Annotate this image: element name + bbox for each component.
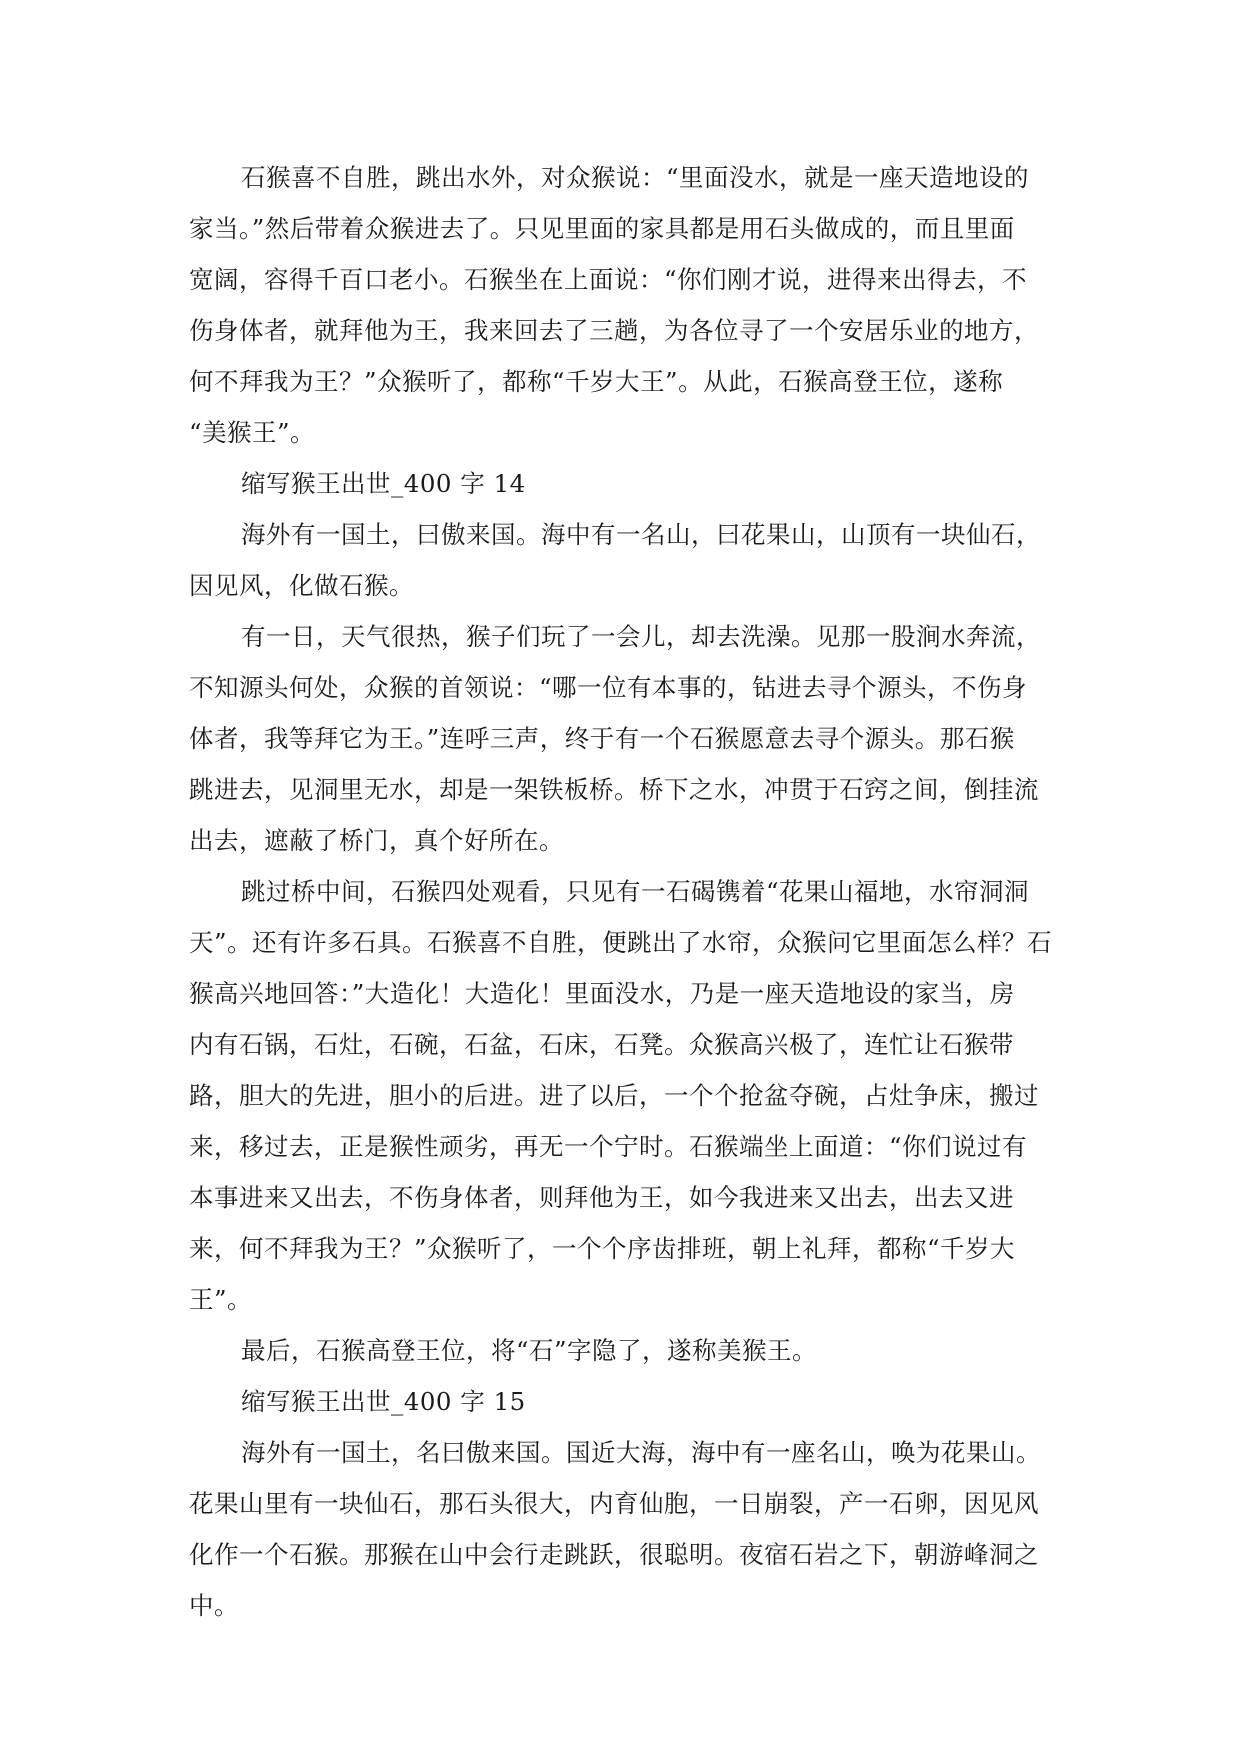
paragraph	[189, 1325, 1051, 1376]
text-line: 猴高兴地回答：”大造化！大造化！里面没水，乃是一座天造地设的家当，房	[189, 979, 1015, 1008]
text-line: 海外有一国土，曰傲来国。海中有一名山，曰花果山，山顶有一块仙石，	[241, 520, 1041, 549]
paragraph	[189, 866, 1051, 1325]
text-line: 跳进去，见洞里无水，却是一架铁板桥。桥下之水，冲贯于石窍之间，倒挂流	[189, 775, 1039, 804]
document-body	[189, 152, 1051, 1631]
text-line: 本事进来又出去，不伤身体者，则拜他为王，如今我进来又出去，出去又进	[189, 1183, 1014, 1212]
text-line: 中。	[189, 1591, 239, 1620]
text-line: 因见风，化做石猴。	[189, 571, 414, 600]
paragraph	[189, 1427, 1051, 1631]
heading-text: 缩写猴王出世_400 字 15	[241, 1387, 526, 1416]
text-line: 来，移过去，正是猴性顽劣，再无一个宁时。石猴端坐上面道：“你们说过有	[189, 1132, 1028, 1161]
text-line: 花果山里有一块仙石，那石头很大，内育仙胞，一日崩裂，产一石卵，因见风	[189, 1489, 1039, 1518]
text-line: 体者，我等拜它为王。”连呼三声，终于有一个石猴愿意去寻个源头。那石猴	[189, 724, 1015, 753]
text-line: 来，何不拜我为王？”众猴听了，一个个序齿排班，朝上礼拜，都称“千岁大	[189, 1234, 1016, 1263]
section-heading	[189, 1376, 1051, 1427]
text-line: 有一日，天气很热，猴子们玩了一会儿，却去洗澡。见那一股涧水奔流，	[241, 622, 1041, 651]
text-line: 化作一个石猴。那猴在山中会行走跳跃，很聪明。夜宿石岩之下，朝游峰洞之	[189, 1540, 1039, 1569]
text-line: 王”。	[189, 1285, 253, 1314]
text-line: 内有石锅，石灶，石碗，石盆，石床，石凳。众猴高兴极了，连忙让石猴带	[189, 1030, 1014, 1059]
text-line: 家当。”然后带着众猴进去了。只见里面的家具都是用石头做成的，而且里面	[189, 214, 1015, 243]
text-line: 何不拜我为王？”众猴听了，都称“千岁大王”。从此，石猴高登王位，遂称	[189, 367, 1004, 396]
text-line: 跳过桥中间，石猴四处观看，只见有一石碣镌着“花果山福地，水帘洞洞	[241, 877, 1030, 906]
text-line: 伤身体者，就拜他为王，我来回去了三趟，为各位寻了一个安居乐业的地方，	[189, 316, 1039, 345]
text-line: 最后，石猴高登王位，将“石”字隐了，遂称美猴王。	[241, 1336, 818, 1365]
text-line: 海外有一国土，名曰傲来国。国近大海，海中有一座名山，唤为花果山。	[241, 1438, 1041, 1467]
text-line: 天”。还有许多石具。石猴喜不自胜，便跳出了水帘，众猴问它里面怎么样？石	[189, 928, 1053, 957]
text-line: “美猴王”。	[189, 418, 316, 447]
text-line: 不知源头何处，众猴的首领说：“哪一位有本事的，钻进去寻个源头，不伤身	[189, 673, 1028, 702]
section-heading	[189, 458, 1051, 509]
text-line: 宽阔，容得千百口老小。石猴坐在上面说：“你们刚才说，进得来出得去，不	[189, 265, 1028, 294]
paragraph	[189, 509, 1051, 611]
paragraph	[189, 611, 1051, 866]
text-line: 出去，遮蔽了桥门，真个好所在。	[189, 826, 564, 855]
text-line: 石猴喜不自胜，跳出水外，对众猴说：“里面没水，就是一座天造地设的	[241, 163, 1030, 192]
heading-text: 缩写猴王出世_400 字 14	[241, 469, 526, 498]
paragraph	[189, 152, 1051, 458]
text-line: 路，胆大的先进，胆小的后进。进了以后，一个个抢盆夺碗，占灶争床，搬过	[189, 1081, 1039, 1110]
